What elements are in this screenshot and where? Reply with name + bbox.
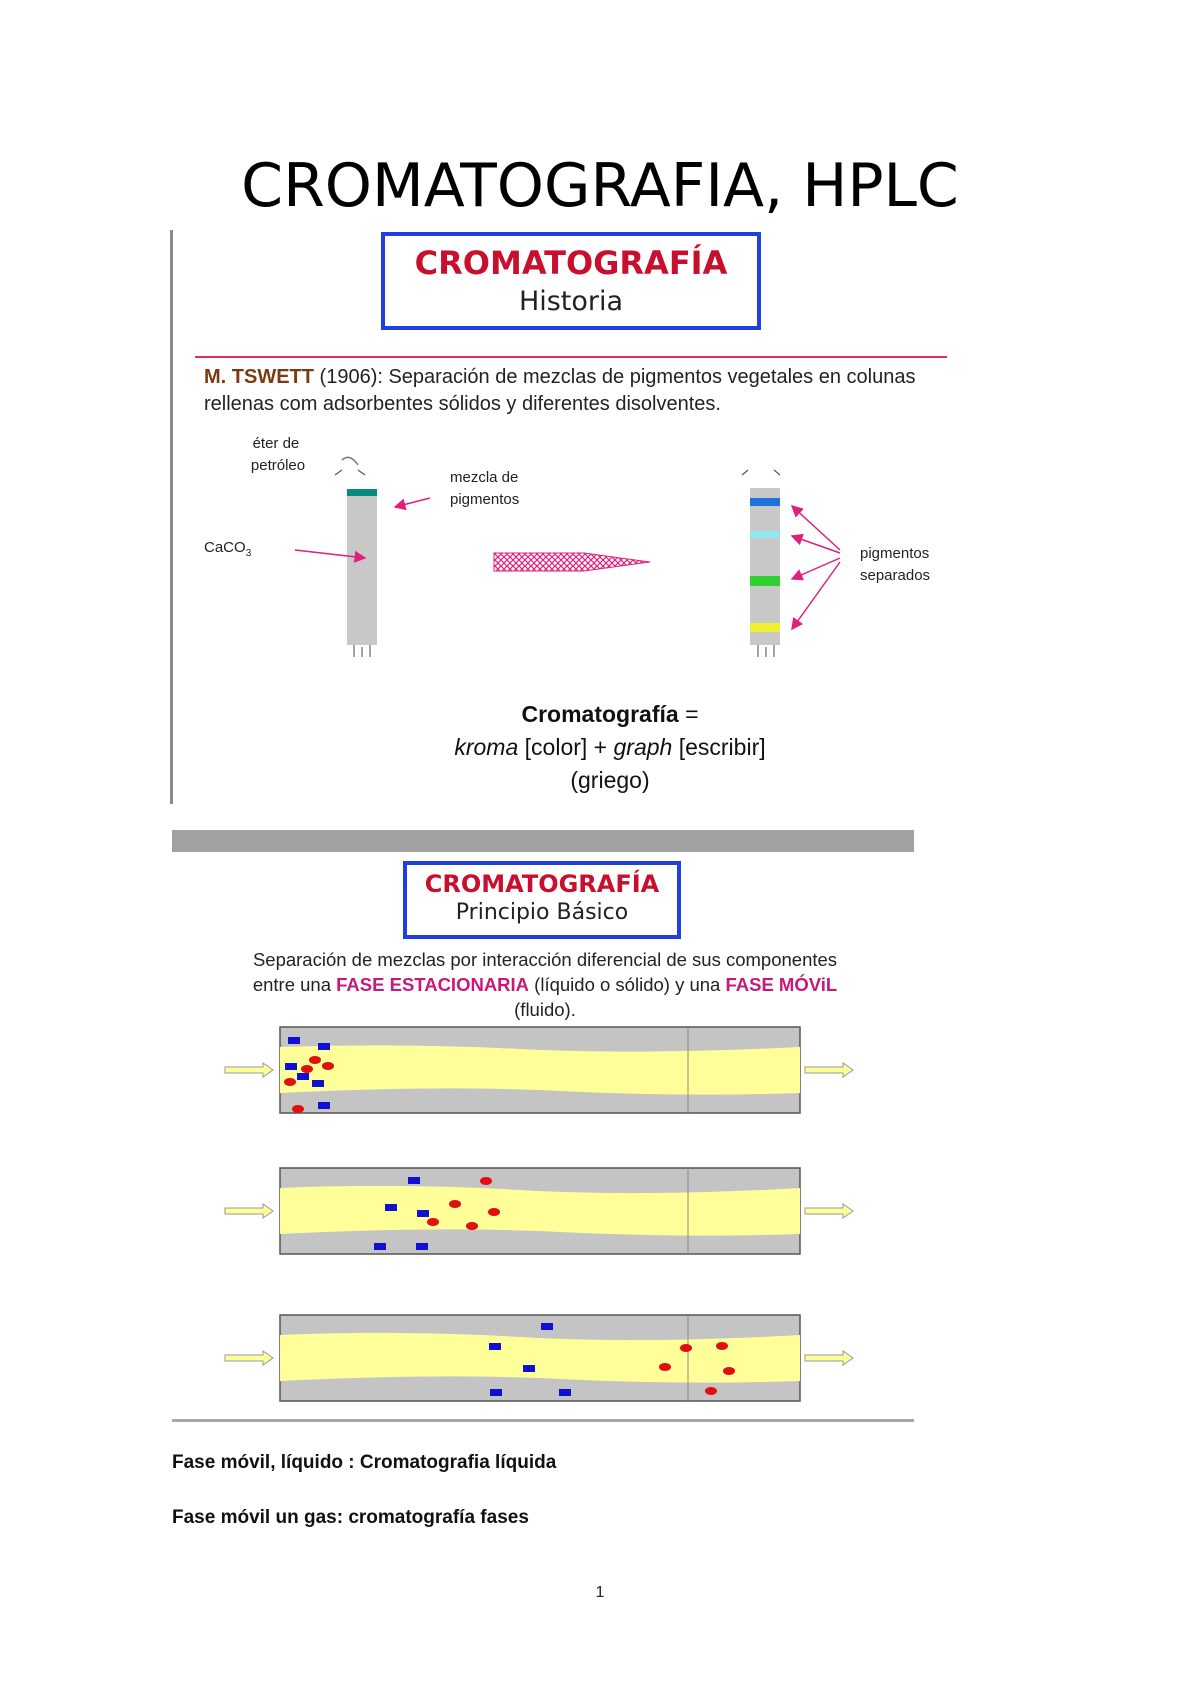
etymology-line2: [340, 731, 880, 764]
left-margin-bar: [170, 230, 173, 804]
stage-1-outlet-arrow-icon: [805, 1063, 853, 1077]
etymology-line1: [340, 698, 880, 731]
principle-text-2: (líquido o sólido) y una: [529, 974, 726, 995]
etymology-escribir: [escribir]: [672, 734, 766, 760]
arrow-band-cyan: [792, 536, 840, 553]
history-heading: CROMATOGRAFÍA: [414, 244, 728, 282]
stage-3-inlet-arrow-icon: [225, 1351, 273, 1365]
etymology-kroma: kroma: [454, 734, 519, 760]
fase-movil: FASE MÓViL: [725, 974, 838, 995]
band-cyan: [750, 531, 780, 538]
arrow-band-blue: [792, 506, 840, 550]
column-top-icon: [335, 470, 365, 475]
column-before: [347, 489, 377, 645]
stage-3-outlet-arrow-icon: [805, 1351, 853, 1365]
band-blue: [750, 498, 780, 506]
label-caco3: [204, 539, 252, 559]
arrow-mezcla: [395, 498, 430, 507]
column-outlet-right-icon: [758, 645, 774, 657]
document-title: CROMATOGRAFIA, HPLC: [241, 151, 959, 221]
fase-estacionaria: FASE ESTACIONARIA: [336, 974, 530, 995]
band-green: [750, 576, 780, 586]
principle-description: [235, 947, 855, 1022]
pigment-mix-band: [347, 489, 377, 496]
history-divider: [195, 356, 947, 358]
column-outlet-icon: [354, 645, 370, 657]
tswett-description: [204, 364, 964, 418]
tswett-name: M. TSWETT: [204, 366, 314, 388]
solvent-drip-icon: [342, 457, 358, 465]
note-liquid-chromatography: Fase móvil, líquido : Cromatografia líquida: [172, 1452, 557, 1473]
column-top-right-icon: [742, 470, 780, 475]
label-caco3-text: CaCO: [204, 539, 246, 556]
section-separator-bar: [172, 830, 914, 852]
chromatography-etymology: [340, 698, 880, 797]
separation-stages-diagram: [200, 1025, 880, 1415]
etymology-origin: (griego): [570, 767, 650, 793]
principle-heading: CROMATOGRAFÍA: [424, 870, 660, 898]
principle-text-1: Separación de mezclas por interacción diferencial de sus componentes entre una: [252, 949, 838, 995]
principle-text-3: (fluido).: [514, 999, 576, 1020]
stage-2-outlet-arrow-icon: [805, 1204, 853, 1218]
history-title-box: [381, 232, 761, 330]
column-after: [750, 488, 780, 645]
label-mezcla: [450, 469, 523, 508]
label-eter-line2: petróleo: [250, 457, 306, 474]
note-gas-chromatography: Fase móvil un gas: cromatografía fases: [172, 1507, 529, 1528]
stage-3-tube: [280, 1315, 800, 1401]
arrow-band-green: [792, 558, 840, 579]
principle-title-box: [403, 861, 681, 939]
band-yellow: [750, 623, 780, 632]
page-number: 1: [595, 1584, 605, 1601]
stage-1-tube: [280, 1027, 800, 1113]
tswett-column-diagram: [180, 425, 980, 675]
section-bottom-line: [172, 1419, 914, 1422]
arrow-band-yellow: [792, 562, 840, 629]
label-eter: [251, 435, 305, 474]
stage-1-inlet-arrow-icon: [225, 1063, 273, 1077]
label-eter-line1: éter de: [252, 435, 300, 452]
etymology-term: Cromatografía: [521, 701, 679, 727]
history-subheading: Historia: [518, 286, 624, 317]
label-pigmentos-line1: pigmentos: [860, 545, 930, 562]
label-caco3-sub: 3: [245, 548, 252, 559]
etymology-graph: graph: [613, 734, 673, 760]
tswett-text: (1906): Separación de mezclas de pigmentos vegetales en colunas rellenas com adsorbentes sólidos y diferentes disolventes.: [204, 366, 916, 415]
etymology-color: [color] +: [518, 734, 614, 760]
label-pigmentos-line2: separados: [860, 567, 931, 584]
principle-subheading: Principio Básico: [455, 900, 629, 925]
etymology-eq: =: [678, 701, 699, 727]
label-mezcla-line1: mezcla de: [450, 469, 519, 486]
stage-2-tube: [280, 1168, 800, 1254]
label-pigmentos: [860, 545, 933, 584]
transition-arrow-icon: [494, 553, 650, 571]
label-mezcla-line2: pigmentos: [450, 491, 520, 508]
stage-2-inlet-arrow-icon: [225, 1204, 273, 1218]
